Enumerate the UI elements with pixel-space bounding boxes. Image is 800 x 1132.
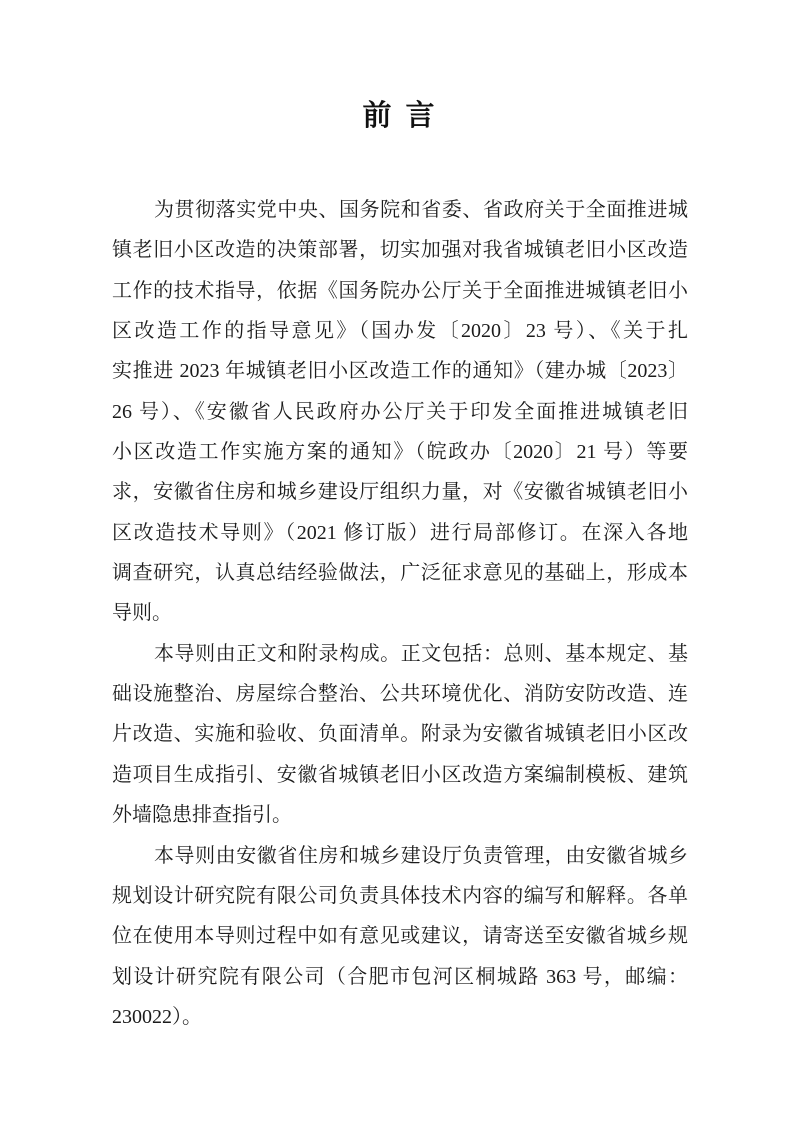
text-line: 实推进 2023 年城镇老旧小区改造工作的通知》（建办城〔2023〕: [112, 360, 688, 383]
text-line: 镇老旧小区改造的决策部署，切实加强对我省城镇老旧小区改造: [112, 239, 688, 262]
text-line: 区改造技术导则》（2021 修订版）进行局部修订。在深入各地: [112, 521, 688, 544]
text-line: 230022）。: [112, 1005, 202, 1028]
text-line: 调查研究，认真总结经验做法，广泛征求意见的基础上，形成本: [112, 562, 688, 585]
text-line: 求，安徽省住房和城乡建设厅组织力量，对《安徽省城镇老旧小: [112, 481, 688, 504]
text-line: 区改造工作的指导意见》（国办发〔2020〕23 号）、《关于扎: [112, 320, 688, 343]
text-line: 划设计研究院有限公司（合肥市包河区桐城路 363 号，邮编：: [112, 965, 688, 988]
text-line: 本导则由正文和附录构成。正文包括：总则、基本规定、基: [154, 642, 688, 665]
document-body: [112, 190, 688, 1037]
text-line: 外墙隐患排查指引。: [112, 804, 292, 827]
text-line: 工作的技术指导，依据《国务院办公厅关于全面推进城镇老旧小: [112, 279, 688, 302]
text-line: 本导则由安徽省住房和城乡建设厅负责管理，由安徽省城乡: [154, 844, 688, 867]
text-line: 片改造、实施和验收、负面清单。附录为安徽省城镇老旧小区改: [112, 723, 688, 746]
text-line: 为贯彻落实党中央、国务院和省委、省政府关于全面推进城: [154, 199, 688, 221]
text-line: 造项目生成指引、安徽省城镇老旧小区改造方案编制模板、建筑: [112, 763, 688, 786]
text-line: 导则。: [112, 602, 172, 625]
text-line: 26 号）、《安徽省人民政府办公厅关于印发全面推进城镇老旧: [112, 400, 688, 423]
text-line: 规划设计研究院有限公司负责具体技术内容的编写和解释。各单: [112, 884, 688, 907]
text-line: 小区改造工作实施方案的通知》（皖政办〔2020〕21 号）等要: [112, 441, 688, 464]
text-line: 位在使用本导则过程中如有意见或建议，请寄送至安徽省城乡规: [112, 925, 688, 948]
text-line: 础设施整治、房屋综合整治、公共环境优化、消防安防改造、连: [112, 683, 688, 706]
page-title: 前 言: [362, 100, 438, 132]
